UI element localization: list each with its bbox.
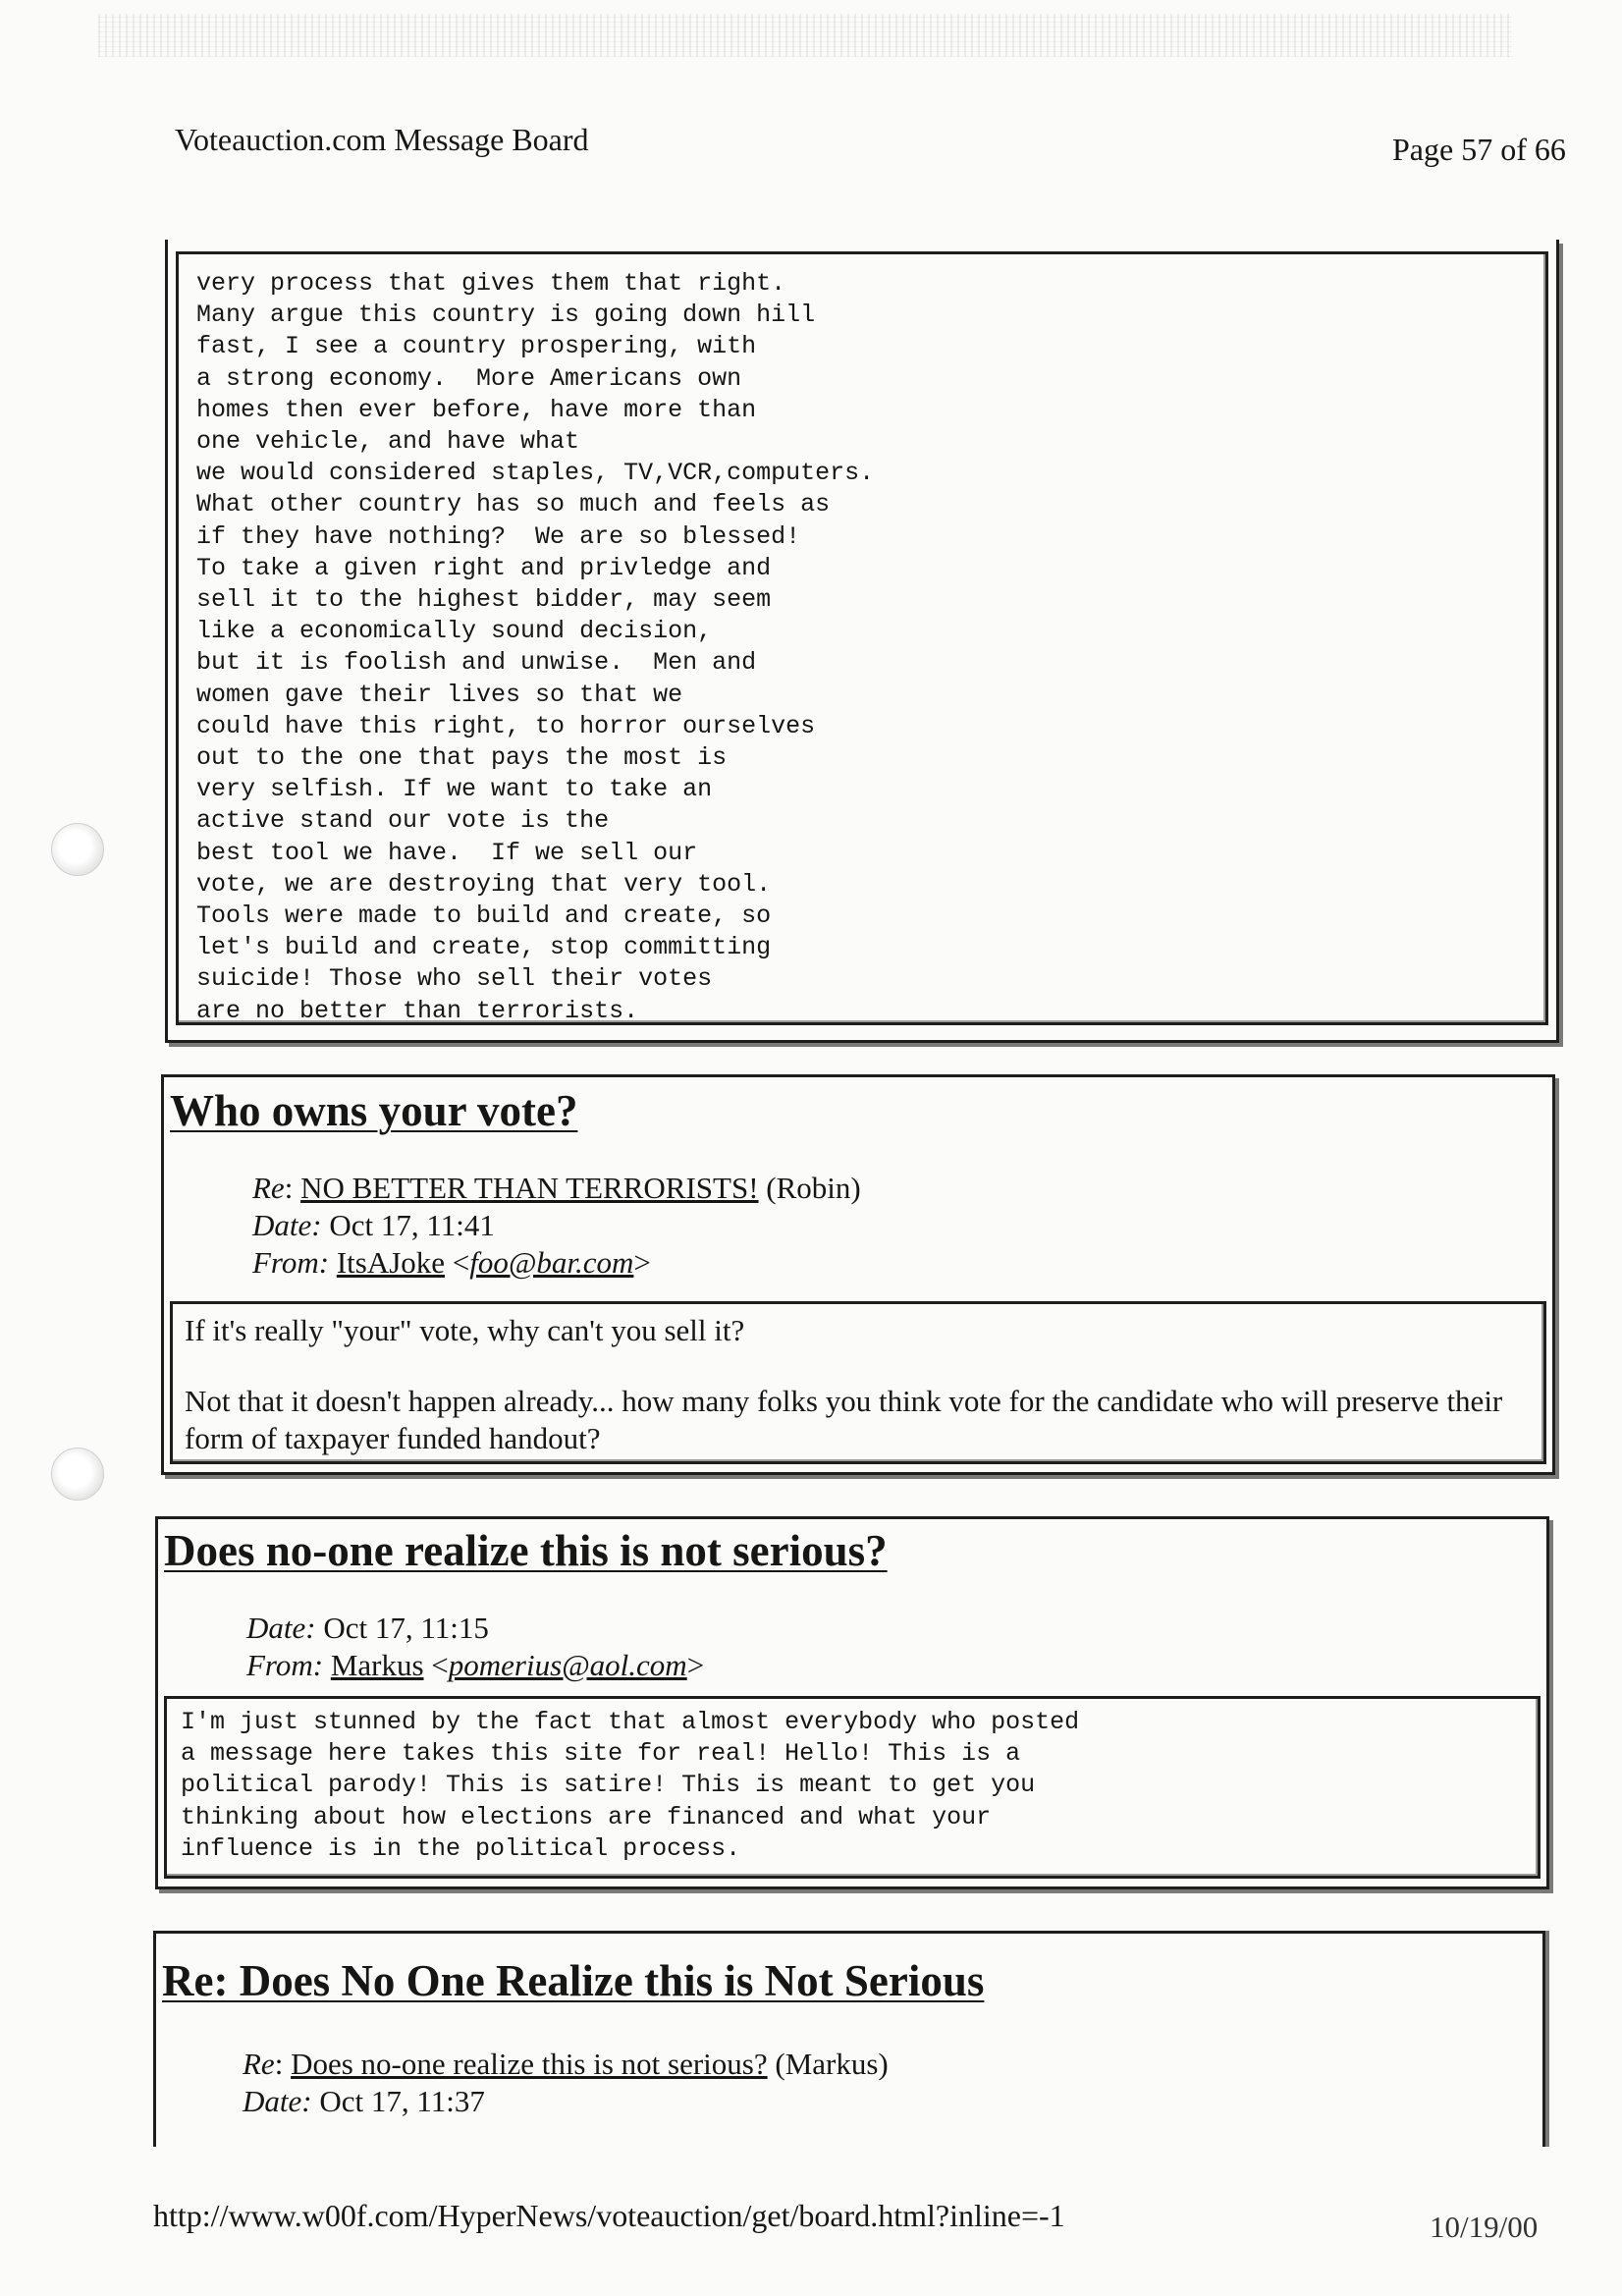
message-line: homes then ever before, have more than <box>196 395 757 424</box>
message-paragraph: If it's really "your" vote, why can't you sell it? <box>185 1313 745 1347</box>
message-body <box>181 1707 1079 1865</box>
page-header-title: Voteauction.com Message Board <box>175 122 589 157</box>
message-body-box <box>176 251 1548 1025</box>
message-line: out to the one that pays the most is <box>196 743 728 773</box>
from-line: From: Markus <pomerius@aol.com> <box>246 1648 705 1682</box>
page-number: Page 57 of 66 <box>1392 132 1566 167</box>
message-line: but it is foolish and unwise. Men and <box>196 648 757 678</box>
author-link[interactable]: ItsAJoke <box>336 1245 446 1280</box>
message-line: like a economically sound decision, <box>196 617 713 646</box>
message-line: very process that gives them that right. <box>196 269 786 298</box>
message-line: Tools were made to build and create, so <box>196 902 772 931</box>
punch-hole <box>51 1448 104 1501</box>
post-meta <box>252 1170 861 1282</box>
message-post <box>155 1516 1549 1889</box>
message-post <box>165 240 1559 1043</box>
message-line: suicide! Those who sell their votes <box>196 964 713 994</box>
message-post <box>153 1931 1545 2147</box>
post-title[interactable]: Who owns your vote? <box>170 1086 578 1135</box>
message-line: a message here takes this site for real! Hello! This is a <box>181 1739 1021 1769</box>
message-line: very selfish. If we want to take an <box>196 775 713 804</box>
message-line: Many argue this country is going down hill <box>196 301 816 330</box>
message-line: sell it to the highest bidder, may seem <box>196 585 772 615</box>
post-meta <box>243 2046 889 2120</box>
punch-hole <box>51 823 104 876</box>
footer-date: 10/19/00 <box>1430 2210 1539 2244</box>
reply-to-line: Re: NO BETTER THAN TERRORISTS! (Robin) <box>252 1171 861 1205</box>
author-email-link[interactable]: pomerius@aol.com <box>448 1648 687 1682</box>
scan-artifact <box>98 14 1512 57</box>
message-line: active stand our vote is the <box>196 806 610 836</box>
message-body-box <box>170 1301 1546 1464</box>
message-line: could have this right, to horror ourselves <box>196 711 816 740</box>
message-line: are no better than terrorists. <box>196 996 639 1025</box>
message-line: thinking about how elections are financed and what your <box>181 1802 992 1831</box>
message-line: we would considered staples, TV,VCR,computers. <box>196 459 875 488</box>
message-body-box <box>164 1696 1541 1879</box>
message-line: one vehicle, and have what <box>196 427 580 457</box>
message-line: if they have nothing? We are so blessed! <box>196 521 801 551</box>
message-line: fast, I see a country prospering, with <box>196 332 757 361</box>
reply-to-link[interactable]: Does no-one realize this is not serious? <box>291 2047 768 2081</box>
message-line: I'm just stunned by the fact that almost everybody who posted <box>181 1708 1080 1736</box>
from-line: From: ItsAJoke <foo@bar.com> <box>252 1245 651 1280</box>
message-line: To take a given right and privledge and <box>196 553 772 582</box>
post-title[interactable]: Re: Does No One Realize this is Not Serious <box>162 1956 985 2005</box>
post-meta <box>246 1610 704 1684</box>
author-email-link[interactable]: foo@bar.com <box>469 1245 634 1280</box>
footer-url: http://www.w00f.com/HyperNews/voteauction/get/board.html?inline=-1 <box>153 2198 1065 2233</box>
message-line: best tool we have. If we sell our <box>196 838 698 867</box>
date-line: Date: Oct 17, 11:41 <box>252 1208 495 1242</box>
message-line: What other country has so much and feels as <box>196 490 831 519</box>
message-line: a strong economy. More Americans own <box>196 363 742 393</box>
message-line: vote, we are destroying that very tool. <box>196 869 772 899</box>
message-line: let's build and create, stop committing <box>196 933 772 962</box>
message-line: women gave their lives so that we <box>196 680 683 709</box>
message-paragraph: Not that it doesn't happen already... how many folks you think vote for the candidate who will preserve their form of taxpayer funded handout? <box>185 1384 1503 1455</box>
message-line: political parody! This is satire! This is meant to get you <box>181 1771 1036 1800</box>
date-line: Date: Oct 17, 11:15 <box>246 1611 489 1645</box>
author-link[interactable]: Markus <box>330 1648 424 1682</box>
message-post <box>161 1074 1555 1475</box>
message-line: influence is in the political process. <box>181 1833 741 1863</box>
reply-to-link[interactable]: NO BETTER THAN TERRORISTS! <box>300 1171 759 1205</box>
reply-to-line: Re: Does no-one realize this is not serious? (Markus) <box>243 2047 889 2081</box>
post-title[interactable]: Does no-one realize this is not serious? <box>164 1526 888 1575</box>
message-body <box>196 268 874 1027</box>
date-line: Date: Oct 17, 11:37 <box>243 2084 485 2118</box>
